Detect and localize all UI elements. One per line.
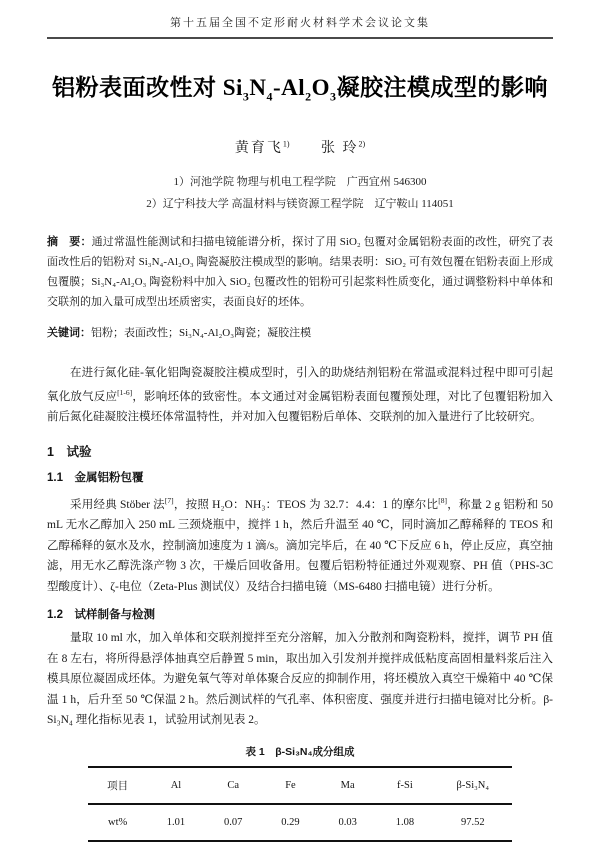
table-caption: 表 1 β-Si₃N₄成分组成 bbox=[245, 745, 355, 758]
para-text: ，按照 H₂O：NH₃：TEOS 为 32.7：4.4：1 的摩尔比 bbox=[173, 498, 439, 511]
table-header-cell: 项目 bbox=[88, 767, 147, 804]
affiliation-line: 2）辽宁科技大学 高温材料与镁资源工程学院 辽宁鞍山 114051 bbox=[146, 197, 454, 210]
intro-text: 在进行氮化硅-氧化铝陶瓷凝胶注模成型时，引入的助烧结剂铝粉在常温或混料过程中即可引起氧化放气反应 bbox=[47, 366, 553, 403]
intro-text: ，影响坯体的致密性。本文通过对金属铝粉表面包覆预处理，对比了包覆铝粉加入前后氮化硅凝胶注模坯体常温特性，并对加入包覆铝粉后单体、交联剂的加入量进行了比较研究。 bbox=[47, 390, 554, 424]
section-heading-1: 1 试验 bbox=[47, 444, 92, 459]
affiliation-line: 1）河池学院 物理与机电工程学院 广西宜州 546300 bbox=[173, 175, 427, 188]
table-header-cell: Fe bbox=[262, 767, 319, 804]
intro-paragraph bbox=[47, 363, 553, 428]
table-header-cell: β-Si₃N₄ bbox=[434, 767, 512, 804]
composition-table bbox=[88, 766, 512, 842]
title-text: 铝粉表面改性对 Si bbox=[51, 75, 243, 100]
keywords-text: 铝粉；表面改性；Si₃N₄-Al₂O₃陶瓷；凝胶注模 bbox=[91, 326, 312, 339]
section-heading-1-2: 1.2 试样制备与检测 bbox=[47, 609, 155, 622]
author-name: 黄育飞 bbox=[234, 140, 283, 156]
table-header-cell: Ca bbox=[205, 767, 262, 804]
table-header-cell: f-Si bbox=[376, 767, 433, 804]
title-text: N bbox=[249, 75, 267, 100]
table-header-cell: Al bbox=[147, 767, 204, 804]
table-header-row bbox=[88, 767, 512, 804]
table-data-cell: wt% bbox=[108, 816, 128, 828]
table-row bbox=[88, 804, 512, 841]
author bbox=[234, 138, 290, 156]
reference-marker: [8] bbox=[438, 495, 447, 505]
paper-title bbox=[47, 69, 553, 105]
reference-marker: [1-6] bbox=[117, 388, 133, 398]
section-paragraph-1-1 bbox=[47, 491, 553, 597]
table-data-cell: 0.03 bbox=[338, 816, 357, 828]
table-data-cell: 97.52 bbox=[460, 816, 485, 828]
table-data-cell: 0.29 bbox=[281, 816, 300, 828]
author-affiliation-ref: 1) bbox=[282, 138, 290, 148]
table-data-cell: 1.01 bbox=[166, 816, 186, 828]
title-subscript: 2 bbox=[305, 89, 312, 104]
title-text: -Al bbox=[273, 75, 306, 100]
keywords-label: 关键词： bbox=[47, 326, 91, 339]
keywords-paragraph bbox=[47, 323, 553, 343]
table-data-cell: 0.07 bbox=[224, 816, 243, 828]
affiliations bbox=[47, 171, 553, 215]
title-subscript: 4 bbox=[266, 89, 273, 104]
title-text: 凝胶注模成型的影响 bbox=[336, 75, 549, 100]
section-paragraph-1-2: 量取 10 ml 水，加入单体和交联剂搅拌至充分溶解，加入分散剂和陶瓷粉料，搅拌，调节 PH 值在 8 左右，将所得悬浮体抽真空后静置 5 min，取出加入引发剂并搅拌成低粘度高固相量料浆后注入模具原位凝固成坯体。为避免氧气等对单体聚合反应的抑制作用，将坯模放入真空干燥箱中 40 ℃保温 1 h，后升至 50 ℃保温 2 h。然后测试样的气孔率、体积密度、强度并进行扫描电镜对比分析。β-Si₃N₄ 理化指标见表 1，试验用试剂见表 2。 bbox=[47, 632, 553, 727]
title-text: O bbox=[311, 75, 331, 100]
author-affiliation-ref: 2) bbox=[358, 138, 366, 148]
running-head: 第十五届全国不定形耐火材料学术会议论文集 bbox=[47, 10, 553, 39]
abstract-text: 通过常温性能测试和扫描电镜能谱分析，探讨了用 SiO₂ 包覆对金属铝粉表面的改性，研究了表面改性后的铝粉对 Si₃N₄-Al₂O₃ 陶瓷凝胶注模成型的影响。结果表明：SiO₂ 可有效包覆在铝粉表面上形成包覆膜；Si₃N₄-Al₂O₃ 陶瓷粉料中加入 SiO₂ 包覆改性的铝粉可引起浆料性质变化，通过调整粉料中单体和交联剂的加入量可成型出坯质密实，表面良好的坯体。 bbox=[47, 235, 554, 308]
section-heading-1-1: 1.1 金属铝粉包覆 bbox=[47, 471, 144, 484]
author-name: 张 玲 bbox=[321, 140, 359, 156]
table-header-cell: Ma bbox=[319, 767, 376, 804]
para-text: ，称量 2 g 铝粉和 50 mL 无水乙醇加入 250 mL 三颈烧瓶中，搅拌 1 h，然后升温至 40 ℃，同时滴加乙醇稀释的 TEOS 和乙醇稀释的氨水及水，控制滴加速度为 1 滴/s。滴加完毕后，在 40 ℃下反应 6 h，停止反应，真空抽滤，用无水乙醇洗涤产物 3 次，干燥后回收备用。包覆后铝粉特征通过外观观察、PH 值（PHS-3C 型酸度计）、ζ-电位（Zeta-Plus 测试仪）及结合扫描电镜（MS-6480 扫描电镜）进行分析。 bbox=[47, 498, 553, 593]
abstract-label: 摘 要： bbox=[47, 235, 92, 248]
title-subscript: 3 bbox=[330, 89, 337, 104]
reference-marker: [7] bbox=[164, 495, 174, 505]
para-text: 采用经典 Stöber 法 bbox=[70, 498, 165, 511]
abstract-paragraph bbox=[47, 232, 553, 312]
author bbox=[321, 138, 366, 156]
table-data-cell: 1.08 bbox=[395, 816, 415, 828]
title-subscript: 3 bbox=[242, 89, 250, 104]
authors-line bbox=[47, 137, 553, 157]
